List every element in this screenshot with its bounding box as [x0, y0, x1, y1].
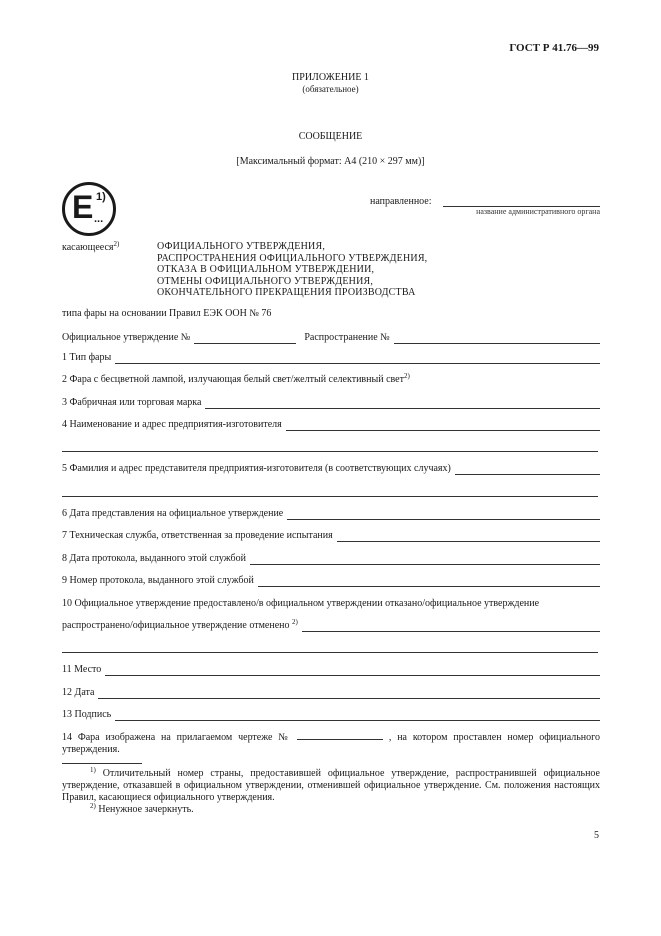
- doc-code: ГОСТ Р 41.76—99: [509, 42, 599, 54]
- annex-title: ПРИЛОЖЕНИЕ 1: [292, 72, 369, 83]
- drawing-number-field[interactable]: [297, 730, 383, 740]
- representative-field-2[interactable]: [62, 496, 598, 497]
- concerning-line: ОТМЕНЫ ОФИЦИАЛЬНОГО УТВЕРЖДЕНИЯ,: [157, 275, 374, 287]
- concerning-line: ОТКАЗА В ОФИЦИАЛЬНОМ УТВЕРЖДЕНИИ,: [157, 264, 375, 275]
- submission-date-field[interactable]: [287, 509, 600, 520]
- technical-service-field[interactable]: [337, 531, 600, 542]
- e-mark-note: 1): [96, 191, 106, 203]
- item-12-row: 12 Дата: [62, 687, 600, 699]
- item-3-row: 3 Фабричная или торговая марка: [62, 397, 600, 409]
- item-10-row-2: распространено/официальное утверждение отменено $^{2)}$: [62, 620, 600, 632]
- approval-status-field[interactable]: [302, 621, 600, 632]
- manufacturer-field[interactable]: [286, 420, 600, 431]
- format-note: [Максимальный формат: А4 (210 × 297 мм)]: [236, 156, 425, 167]
- concerning-list: [157, 241, 427, 299]
- item-2-row: 2 Фара с бесцветной лампой, излучающая белый свет/желтый селективный свет$^{2)}$: [62, 372, 410, 385]
- item-1-row: 1 Тип фары: [62, 352, 600, 364]
- concerning-label: касающееся$^{2)}$: [62, 240, 120, 253]
- date-field[interactable]: [98, 688, 600, 699]
- concerning-line: ОКОНЧАТЕЛЬНОГО ПРЕКРАЩЕНИЯ ПРОИЗВОДСТВА: [157, 287, 416, 298]
- item-9-row: 9 Номер протокола, выданного этой службой: [62, 575, 600, 587]
- approval-status-field-2[interactable]: [62, 652, 598, 653]
- footnote-separator: [62, 763, 142, 764]
- sent-to-caption: название административного органа: [476, 207, 600, 216]
- page-number: 5: [594, 830, 599, 841]
- e-mark-icon: [62, 182, 116, 236]
- item-8-row: 8 Дата протокола, выданного этой службой: [62, 553, 600, 565]
- item-13-row: 13 Подпись: [62, 709, 600, 721]
- e-mark-letter: E: [72, 189, 94, 225]
- concerning-line: ОФИЦИАЛЬНОГО УТВЕРЖДЕНИЯ,: [157, 241, 326, 252]
- manufacturer-field-2[interactable]: [62, 451, 598, 452]
- concerning-line: РАСПРОСТРАНЕНИЯ ОФИЦИАЛЬНОГО УТВЕРЖДЕНИЯ,: [157, 252, 428, 264]
- footnote-1: $^{1)}$ Отличительный номер страны, предоставившей официальное утверждение, распространившей официальное утверждение, отказавшей в официальном утверждении, отменившей официальное утверждение. См. положения настоящих Правил, касающиеся официального утверждения.: [62, 766, 600, 803]
- signature-field[interactable]: [115, 710, 600, 721]
- annex-status: (обязательное): [302, 84, 359, 94]
- item-11-row: 11 Место: [62, 664, 600, 676]
- sent-to-label: направленное:: [370, 196, 432, 207]
- approval-number-row: Официальное утверждение № Распространение №: [62, 332, 600, 344]
- representative-field[interactable]: [455, 464, 600, 475]
- trade-mark-field[interactable]: [205, 398, 600, 409]
- item-5-row: 5 Фамилия и адрес представителя предприятия-изготовителя (в соответствующих случаях): [62, 463, 600, 475]
- e-mark-dots: ...: [94, 213, 104, 225]
- item-10-row: 10 Официальное утверждение предоставлено/в официальном утверждении отказано/официальное утверждение: [62, 598, 540, 609]
- report-number-field[interactable]: [258, 576, 600, 587]
- place-field[interactable]: [105, 665, 600, 676]
- type-line: типа фары на основании Правил ЕЭК ООН № 76: [62, 308, 272, 319]
- footnote-2: $^{2)}$ Ненужное зачеркнуть.: [90, 802, 194, 815]
- headlamp-type-field[interactable]: [115, 353, 600, 364]
- extension-number-field[interactable]: [394, 333, 600, 344]
- item-14-text: 14 Фара изображена на прилагаемом чертеже № , на котором проставлен номер официального утверждения.: [62, 732, 601, 755]
- item-7-row: 7 Техническая служба, ответственная за проведение испытания: [62, 530, 600, 542]
- approval-number-field[interactable]: [194, 333, 296, 344]
- item-4-row: 4 Наименование и адрес предприятия-изготовителя: [62, 419, 600, 431]
- item-6-row: 6 Дата представления на официальное утверждение: [62, 508, 600, 520]
- message-title: СООБЩЕНИЕ: [298, 131, 363, 142]
- report-date-field[interactable]: [250, 554, 600, 565]
